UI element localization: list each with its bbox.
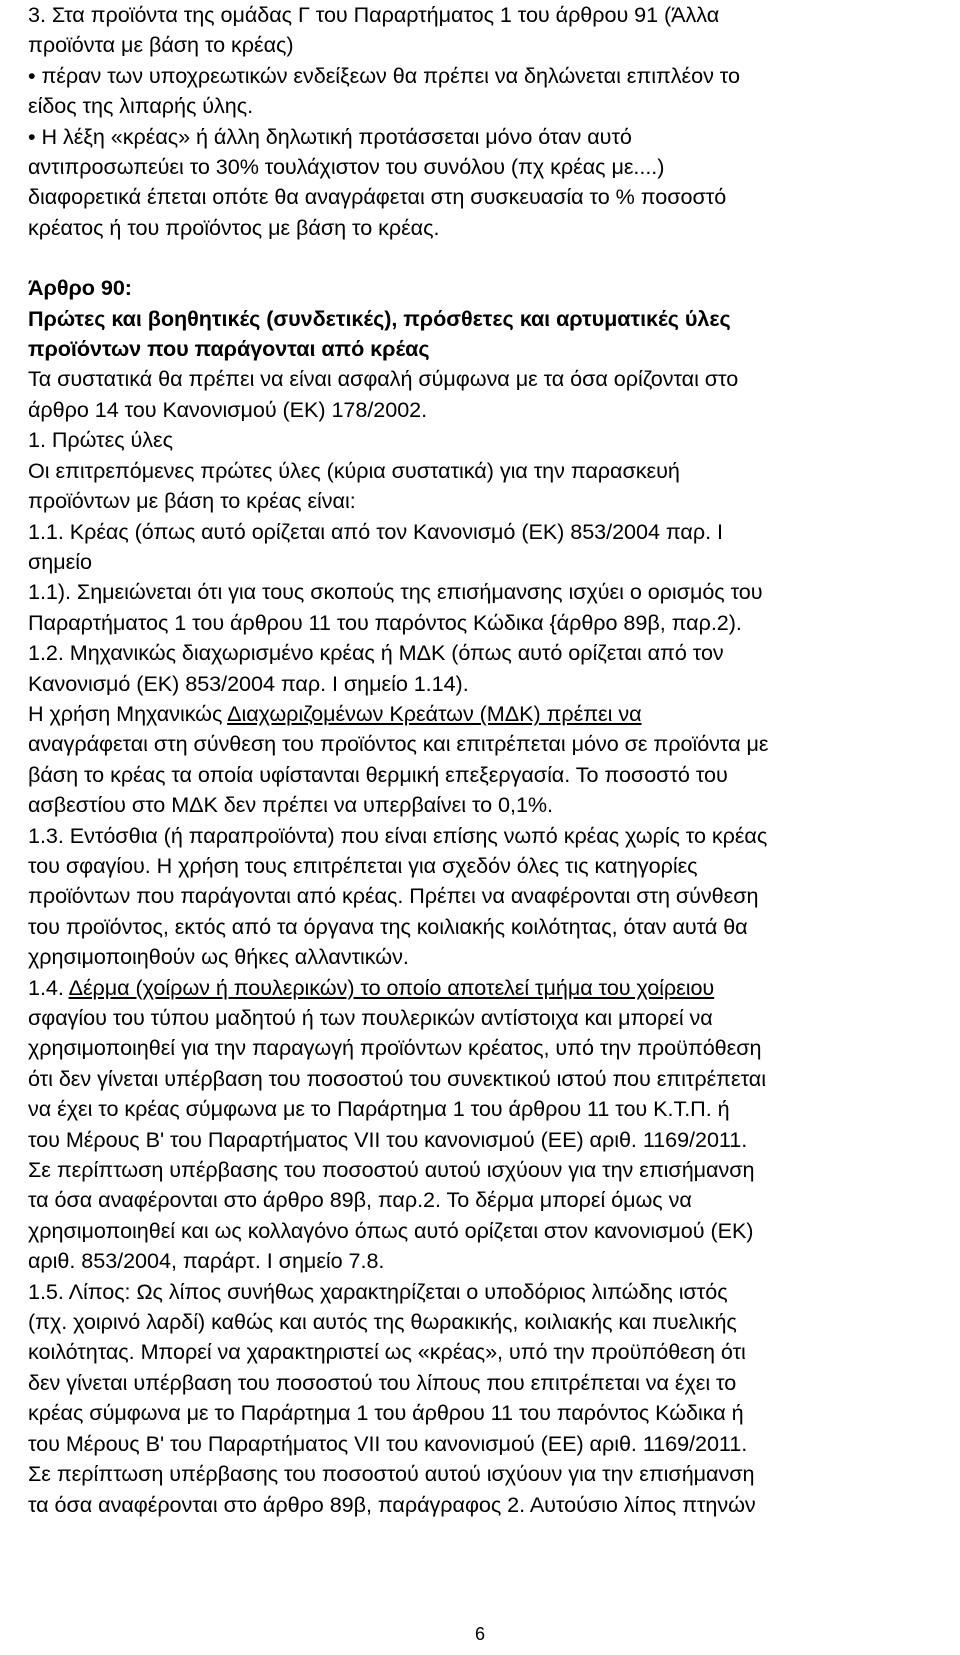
document-page (28, 0, 943, 1520)
text-line: βάση το κρέας τα οποία υφίστανται θερμική επεξεργασία. Το ποσοστό του (28, 761, 728, 787)
text-line: Οι επιτρεπόμενες πρώτες ύλες (κύρια συστατικά) για την παρασκευή (28, 457, 680, 483)
text-line: τα όσα αναφέρονται στο άρθρο 89β, παρ.2. Το δέρμα μπορεί όμως να (28, 1187, 692, 1213)
text-line: άρθρο 14 του Κανονισμού (ΕΚ) 178/2002. (28, 396, 428, 422)
text-line: του Μέρους Β' του Παραρτήματος VII του κανονισμού (ΕΕ) αριθ. 1169/2011. (28, 1430, 748, 1456)
text-line: κρέας σύμφωνα με το Παράρτημα 1 του άρθρου 11 του παρόντος Κώδικα ή (28, 1400, 744, 1426)
subsection-title: 1. Πρώτες ύλες (28, 427, 173, 453)
text-segment: Η χρήση Μηχανικώς (28, 700, 228, 726)
text-line: σφαγίου του τύπου μαδητού ή των πουλερικών αντίστοιχα και μπορεί να (28, 1005, 713, 1030)
text-line (28, 699, 943, 729)
text-line: Κανονισμό (ΕΚ) 853/2004 παρ. Ι σημείο 1.14). (28, 670, 469, 696)
text-line: 1.2. Μηχανικώς διαχωρισμένο κρέας ή ΜΔΚ (όπως αυτό ορίζεται από τον (28, 640, 724, 666)
text-line: 1.1. Κρέας (όπως αυτό ορίζεται από τον Κανονισμό (ΕΚ) 853/2004 παρ. Ι (28, 518, 723, 544)
text-line: χρησιμοποιηθούν ως θήκες αλλαντικών. (28, 944, 409, 970)
text-line: 1.5. Λίπος: Ως λίπος συνήθως χαρακτηρίζεται ο υποδόριος λιπώδης ιστός (28, 1278, 728, 1304)
text-line: αντιπροσωπεύει το 30% τουλάχιστον του συνόλου (πχ κρέας με....) (28, 154, 665, 180)
bullet-line: • Η λέξη «κρέας» ή άλλη δηλωτική προτάσσεται μόνο όταν αυτό (28, 123, 632, 149)
text-line: χρησιμοποιηθεί για την παραγωγή προϊόντων κρέατος, υπό την προϋπόθεση (28, 1035, 762, 1061)
text-line: Τα συστατικά θα πρέπει να είναι ασφαλή σύμφωνα με τα όσα ορίζονται στο (28, 366, 739, 392)
text-line: του Μέρους Β' του Παραρτήματος VII του κανονισμού (ΕΕ) αριθ. 1169/2011. (28, 1126, 748, 1152)
text-line: Παραρτήματος 1 του άρθρου 11 του παρόντος Κώδικα {άρθρο 89β, παρ.2). (28, 609, 742, 635)
document-body (28, 0, 943, 1520)
text-line: να έχει το κρέας σύμφωνα με το Παράρτημα 1 του άρθρου 11 του Κ.Τ.Π. ή (28, 1096, 730, 1122)
underlined-text: Διαχωριζομένων Κρεάτων (ΜΔΚ) πρέπει να (227, 700, 642, 726)
text-line: κρέατος ή του προϊόντος με βάση το κρέας. (28, 214, 440, 240)
text-line: χρησιμοποιηθεί και ως κολλαγόνο όπως αυτό ορίζεται στον κανονισμού (ΕΚ) (28, 1217, 754, 1243)
bullet-line: • πέραν των υποχρεωτικών ενδείξεων θα πρέπει να δηλώνεται επιπλέον το (28, 62, 740, 88)
text-line: προϊόντων με βάση το κρέας είναι: (28, 488, 356, 514)
text-segment: 1.4. (28, 974, 69, 1000)
text-line: ασβεστίου στο ΜΔΚ δεν πρέπει να υπερβαίνει το 0,1%. (28, 792, 554, 818)
text-line: διαφορετικά έπεται οπότε θα αναγράφεται στη συσκευασία το % ποσοστό (28, 184, 727, 210)
text-line: αριθ. 853/2004, παράρτ. Ι σημείο 7.8. (28, 1248, 385, 1274)
text-line: 3. Στα προϊόντα της ομάδας Γ του Παραρτήματος 1 του άρθρου 91 (Άλλα (28, 2, 720, 27)
text-line: Σε περίπτωση υπέρβασης του ποσοστού αυτού ισχύουν για την επισήμανση (28, 1461, 755, 1487)
text-line: αναγράφεται στη σύνθεση του προϊόντος και επιτρέπεται μόνο σε προϊόντα με (28, 731, 769, 757)
article-number: Άρθρο 90: (28, 275, 132, 301)
text-line: 1.3. Εντόσθια (ή παραπροϊόντα) που είναι επίσης νωπό κρέας χωρίς το κρέας (28, 822, 768, 848)
text-line: σημείο (28, 548, 92, 574)
text-line: προϊόντα με βάση το κρέας) (28, 32, 294, 58)
text-line: είδος της λιπαρής ύλης. (28, 93, 254, 119)
article-title: προϊόντων που παράγονται από κρέας (28, 336, 430, 362)
text-line: δεν γίνεται υπέρβαση του ποσοστού του λίπους που επιτρέπεται να έχει το (28, 1369, 737, 1395)
text-line: του προϊόντος, εκτός από τα όργανα της κοιλιακής κοιλότητας, όταν αυτά θα (28, 913, 748, 939)
text-line: τα όσα αναφέρονται στο άρθρο 89β, παράγραφος 2. Αυτούσιο λίπος πτηνών (28, 1491, 756, 1517)
page-number: 6 (474, 1624, 485, 1644)
text-line: (πχ. χοιρινό λαρδί) καθώς και αυτός της θωρακικής, κοιλιακής και πυελικής (28, 1309, 737, 1335)
text-line: κοιλότητας. Μπορεί να χαρακτηριστεί ως «κρέας», υπό την προϋπόθεση ότι (28, 1339, 746, 1365)
article-title: Πρώτες και βοηθητικές (συνδετικές), πρόσθετες και αρτυματικές ύλες (28, 305, 731, 331)
text-line: Σε περίπτωση υπέρβασης του ποσοστού αυτού ισχύουν για την επισήμανση (28, 1157, 755, 1183)
text-line: ότι δεν γίνεται υπέρβαση του ποσοστού του συνεκτικού ιστού που επιτρέπεται (28, 1065, 766, 1091)
text-line (28, 973, 943, 1003)
underlined-text: Δέρμα (χοίρων ή πουλερικών) το οποίο αποτελεί τμήμα του χοίρειου (68, 974, 715, 1000)
text-line: του σφαγίου. Η χρήση τους επιτρέπεται για σχεδόν όλες τις κατηγορίες (28, 852, 698, 878)
text-line: προϊόντων που παράγονται από κρέας. Πρέπει να αναφέρονται στη σύνθεση (28, 883, 759, 909)
text-line: 1.1). Σημειώνεται ότι για τους σκοπούς της επισήμανσης ισχύει ο ορισμός του (28, 579, 763, 605)
